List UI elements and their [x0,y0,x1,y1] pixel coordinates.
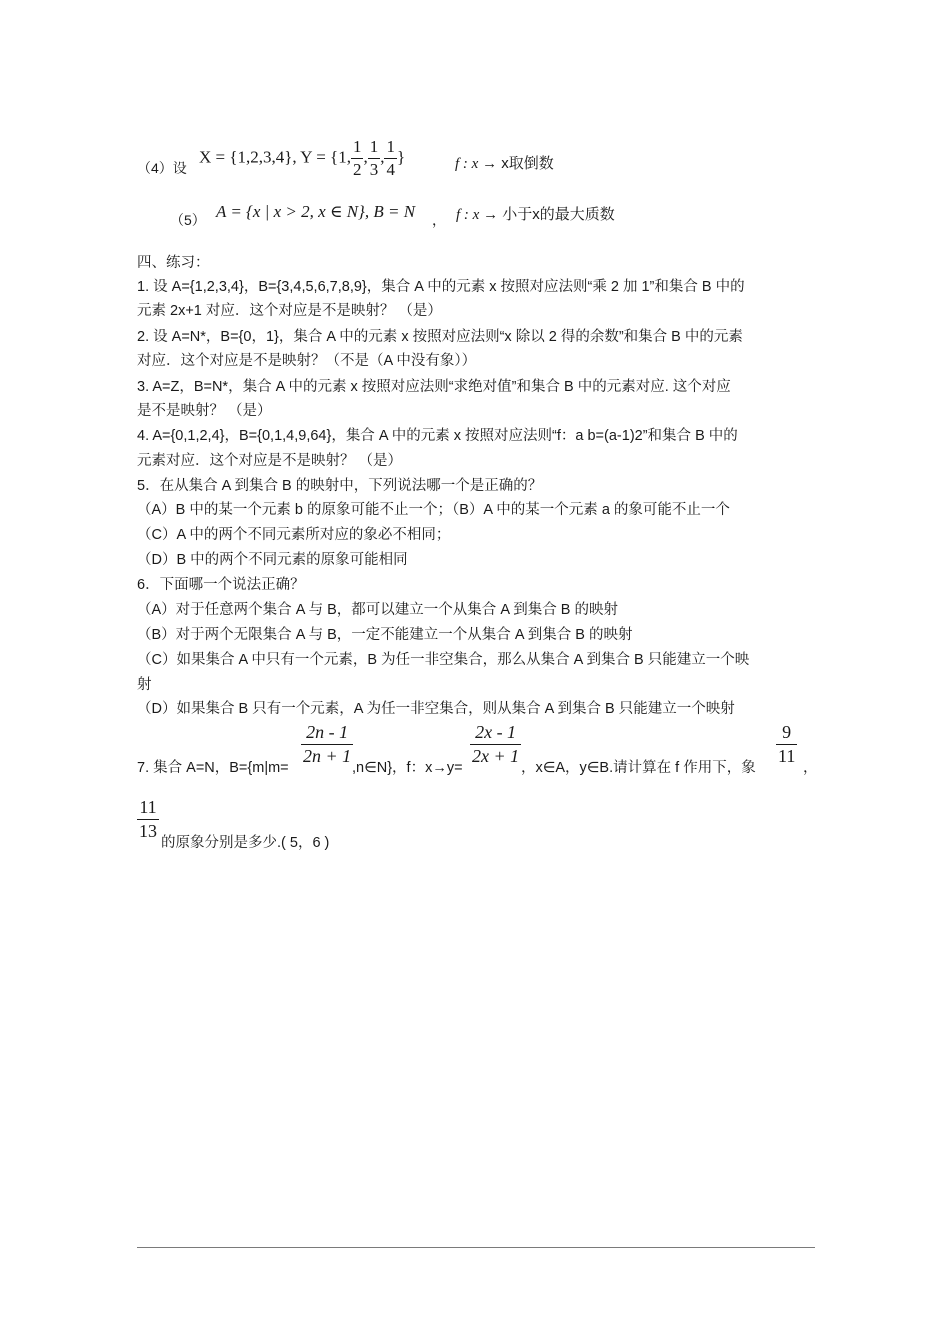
item-5-mapping: f : x → 小于x的最大质数 [456,206,615,223]
exercise-line: 射 [137,677,152,693]
exercise-7-mid-2: ，x∈A，y∈B.请计算在 f 作用下，象 [521,760,756,776]
exercise-line: 1. 设 A={1,2,3,4}，B={3,4,5,6,7,8,9}，集合 A 中的元素 x 按照对应法则“乘 2 加 1”和集合 B 中的 [137,279,745,295]
exercise-7 [137,722,817,792]
exercise-7-mid-1: ,n∈N}，f：x→y= [352,760,463,776]
item-5-separator: ， [432,212,446,228]
exercise-line: 2. 设 A=N*，B={0，1}，集合 A 中的元素 x 按照对应法则“x 除以 2 得的余数”和集合 B 中的元素 [137,329,743,345]
exercise-line: （A）对于任意两个集合 A 与 B，都可以建立一个从集合 A 到集合 B 的映射 [137,602,618,618]
exercise-7-comma: ， [803,760,818,776]
fraction-1-3: $\frac{1}{3}$ [369,137,379,179]
section-heading: 四、练习： [137,255,210,271]
exercise-line: （D）B 中的两个不同元素的原象可能相同 [137,552,408,568]
fraction-1-4: $\frac{1}{4}$ [386,137,395,179]
item-5-label: （5） [170,212,206,228]
exercise-line: （C）A 中的两个不同元素所对应的象必不相同； [137,527,451,543]
item-4-mapping: f : x → x取倒数 [455,155,554,172]
exercise-line: 3. A=Z，B=N*，集合 A 中的元素 x 按照对应法则“求绝对值”和集合 B 中的元素对应. 这个对应 [137,379,731,395]
footer-divider [137,1247,815,1248]
item-4-set-expression: X = {1,2,3,4}, Y = {1, $\frac{1}{2}$ , $\frac{1}{3}$ , $\frac{1}{4}$ } [199,137,406,179]
exercise-line: （D）如果集合 B 只有一个元素，A 为任一非空集合，则从集合 A 到集合 B 只能建立一个映射 [137,701,735,717]
item-4-label: （4）设 [137,160,187,176]
item-5-sets: A = {x | x > 2, x ∈ N}, B = N [216,202,416,221]
fraction-1-2: $\frac{1}{2}$ [352,137,362,179]
exercise-line: 是不是映射？ （是） [137,403,272,419]
fraction-2n-minus-1-over-2n-plus-1: $\frac{2n - 1}{2n + 1}$ [303,722,352,766]
item-4-x-set: X = {1,2,3,4}, Y = {1, [199,147,351,167]
exercise-line: 6．下面哪一个说法正确？ [137,577,305,593]
item-4-close-brace: } [396,147,406,167]
exercise-line: 4. A={0,1,2,4}，B={0,1,4,9,64}，集合 A 中的元素 x 按照对应法则“f：a b=(a-1)2”和集合 B 中的 [137,428,738,444]
exercise-line: 元素对应．这个对应是不是映射？ （是） [137,453,403,469]
fraction-9-over-11: $\frac{9}{11}$ [778,722,796,766]
fraction-2x-minus-1-over-2x-plus-1: $\frac{2x - 1}{2x + 1}$ [472,722,520,766]
exercise-7-prefix: 7. 集合 A=N，B={m|m= [137,760,289,776]
exercise-line: 元素 2x+1 对应．这个对应是不是映射？ （是） [137,303,442,319]
item-5 [170,198,850,228]
exercise-line: 5．在从集合 A 到集合 B 的映射中，下列说法哪一个是正确的？ [137,478,543,494]
exercise-7-continued [137,797,737,853]
item-4 [137,128,837,178]
exercise-line: （B）对于两个无限集合 A 与 B，一定不能建立一个从集合 A 到集合 B 的映射 [137,627,633,643]
exercise-line: 对应．这个对应是不是映射？（不是（A 中没有象）） [137,353,477,369]
exercise-line: （A）B 中的某一个元素 b 的原象可能不止一个；（B）A 中的某一个元素 a 的象可能不止一个 [137,502,730,518]
exercise-line: （C）如果集合 A 中只有一个元素，B 为任一非空集合，那么从集合 A 到集合 B 只能建立一个映 [137,652,750,668]
fraction-11-over-13: $\frac{11}{13}$ [139,797,157,841]
exercise-7-suffix: 的原象分别是多少.( 5，6 ) [161,835,330,851]
